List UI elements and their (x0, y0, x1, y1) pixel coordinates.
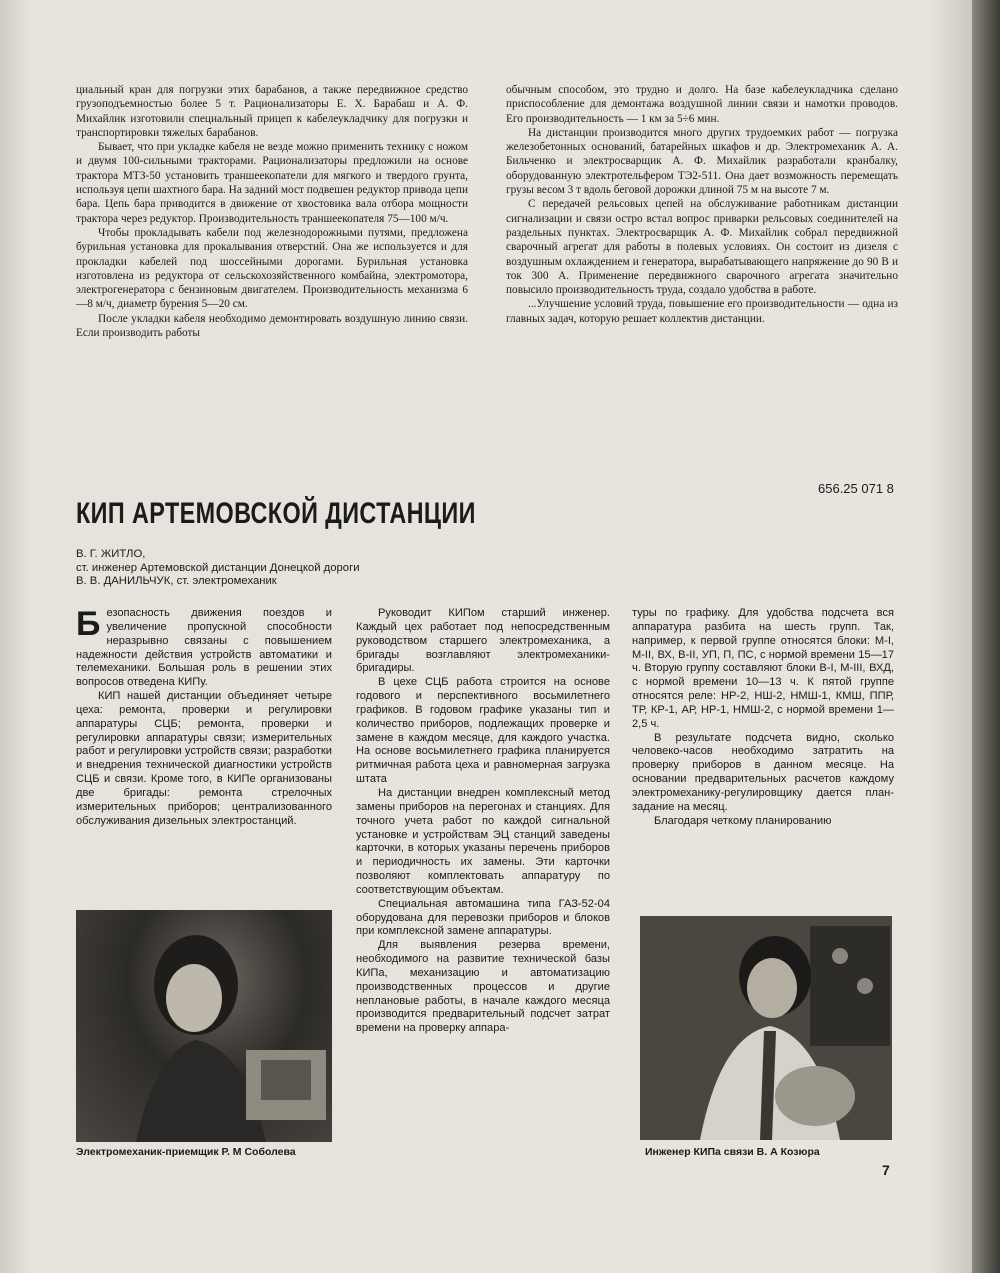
paragraph: туры по графику. Для удобства подсчета вся аппаратура разбита на шесть групп. Так, например, к первой группе относятся блоки: М-I, М-II, ВХ, В-II, УП, П, ПС, с нормой времени 15—17 ч. Вторую группу составляют блоки В-I, М-III, ВХД, с нормой времени 10—13 ч. К пятой группе относятся реле: НР-2, НШ-2, НМШ-1, КМШ, ППР, ТР, КР-1, АР, НР-1, НМШ-2, с нормой времени 1—2,5 ч. (632, 607, 894, 730)
page-number: 7 (882, 1162, 890, 1178)
paragraph: Чтобы прокладывать кабели под железнодорожными путями, предложена бурильная установка для прокалывания отверстий. Она же используется и для прокладки кабелей под шоссейными дорогами. Бурильная установка изготовлена из редуктора от сельскохозяйственного комбайна, электромотора, электрогенератора с бензиновым двигателем. Производительность механизма 6—8 м/ч, диаметр бурения 5—20 см. (76, 226, 468, 311)
paragraph: ...Улучшение условий труда, повышение его производительности — одна из главных задач, которую решает коллектив дистанции. (506, 298, 898, 325)
lead-paragraph (76, 607, 332, 690)
paragraph: В результате подсчета видно, сколько человеко-часов необходимо затратить на проверку приборов в данном месяце. На основании предварительных расчетов каждому электромеханику-регулировщику дается план-задание на месяц. (632, 731, 894, 813)
paragraph: Специальная автомашина типа ГАЗ-52-04 оборудована для перевозки приборов и блоков при комплексной замене аппаратуры. (356, 897, 610, 938)
paragraph: Бывает, что при укладке кабеля не везде можно применить технику с ножом и двумя 100-сильными тракторами. Рационализаторы предложили на основе трактора МТЗ-50 установить траншеекопатели для мягкого и твердого грунта, используя цепи шахтного бара. На задний мост подвешен редуктор привода цепи бара. Цепь бара приводится в движение от хвостовика вала отбора мощности трактора через редуктор. Производительность траншеекопателя 75—100 м/ч. (76, 141, 468, 225)
article-column-2 (356, 607, 610, 1036)
paragraph: Благодаря четкому планированию (654, 814, 832, 827)
paragraph: На дистанции производится много других трудоемких работ — погрузка железобетонных оснований, батарейных шкафов и др. Электромеханик А. А. Бильченко и электросварщик А. Ф. Михайлик разработали кранбалку, оборудованную электротельфером ТЭ2-511. Она дает возможность перемещать грузы весом 3 т вдоль беговой дорожки длиной 75 м на высоте 7 м. (506, 126, 898, 197)
paragraph: С передачей рельсовых цепей на обслуживание работникам дистанции сигнализации и связи остро встал вопрос приварки рельсовых соединителей на раздельных пунктах. Электросварщик А. Ф. Михайлик собрал передвижной сварочный агрегат для работы в полевых условиях. Он состоит из дизеля с воздушным охлаждением и генератора, вырабатывающего напряжение до 90 В и ток 300 А. Применение передвижного сварочного агрегата значительно повысило производительность труда, создало удобства в работе. (506, 198, 898, 297)
photo-engineer (640, 916, 892, 1140)
drop-cap: Б (76, 605, 101, 643)
paragraph: В цехе СЦБ работа строится на основе годового и перспективного восьмилетнего графиков. В годовом графике указаны тип и количество приборов, подлежащих проверке и замене в каждом месяце, для каждого участка. На основе восьмилетнего графика планируется ритмичная работа цеха и равномерная загрузка штата (356, 676, 610, 786)
lead-text: езопасность движения поездов и увеличение пропускной способности неразрывно связаны с повышением надежности действия устройств автоматики и телемеханики. Большая роль в решении этих вопросов отведена КИПу. (76, 607, 332, 689)
top-right-column (506, 83, 898, 326)
article-column-3 (632, 607, 894, 829)
author-line: В. В. ДАНИЛЬЧУК, ст. электромеханик (76, 575, 277, 587)
photo-woman-illustration (76, 910, 332, 1142)
paragraph: обычным способом, это трудно и долго. На базе кабелеукладчика сделано приспособление для демонтажа воздушной линии связи и намотки проводов. Его производительность — 1 км за 5÷6 мин. (506, 84, 898, 125)
photo-caption-2: Инженер КИПа связи В. А Козюра (645, 1146, 820, 1158)
paragraph: циальный кран для погрузки этих барабанов, а также передвижное средство грузоподъемностью более 5 т. Рационализаторы Е. Х. Барабаш и А. Ф. Михайлик изготовили специальный прицеп к кабелеукладчику для погрузки и транспортировки тяжелых барабанов. (76, 84, 468, 139)
top-left-column (76, 83, 468, 340)
paragraph: После укладки кабеля необходимо демонтировать воздушную линию связи. Если производить работы (76, 312, 468, 340)
paragraph: На дистанции внедрен комплексный метод замены приборов на перегонах и станциях. Для точного учета работ по каждой сигнальной установке и устройствам ЭЦ станций заведены карточки, в которых указаны перечень приборов и периодичность их замены. Эти карточки позволяют комплектовать аппаратуру по соответствующим объектам. (356, 786, 610, 896)
article-authors (76, 548, 360, 589)
photo-caption-1: Электромеханик-приемщик Р. М Соболева (76, 1146, 296, 1158)
photo-engineer-illustration (640, 916, 892, 1140)
photo-woman-technician (76, 910, 332, 1142)
paragraph: Для выявления резерва времени, необходимого на развитие технической базы КИПа, механизацию и автоматизацию производственных процессов и другие неплановые работы, в начале каждого месяца производится предварительный подсчет затрат времени на проверку аппара- (356, 939, 610, 1035)
article-title: КИП АРТЕМОВСКОЙ ДИСТАНЦИИ (76, 497, 476, 530)
paragraph: Руководит КИПом старший инженер. Каждый цех работает под непосредственным руководством старшего электромеханика, а бригады возглавляют электромеханики-бригадиры. (356, 607, 610, 675)
paragraph: КИП нашей дистанции объединяет четыре цеха: ремонта, проверки и регулировки аппаратуры СЦБ; ремонта, проверки и регулировки аппаратуры связи; измерительных работ и регулировки устройств связи; разработки и внедрения технической диагностики устройств СЦБ и связи. Кроме того, в КИПе организованы две бригады: ремонта стрелочных измерительных приборов; централизованного обслуживания дизельных электростанций. (76, 690, 332, 827)
udc-code: 656.25 071 8 (818, 481, 894, 496)
author-line: ст. инженер Артемовской дистанции Донецкой дороги (76, 561, 360, 574)
article-column-1 (76, 607, 332, 829)
page-edge-shadow (972, 0, 1000, 1273)
author-line: В. Г. ЖИТЛО, (76, 548, 146, 560)
